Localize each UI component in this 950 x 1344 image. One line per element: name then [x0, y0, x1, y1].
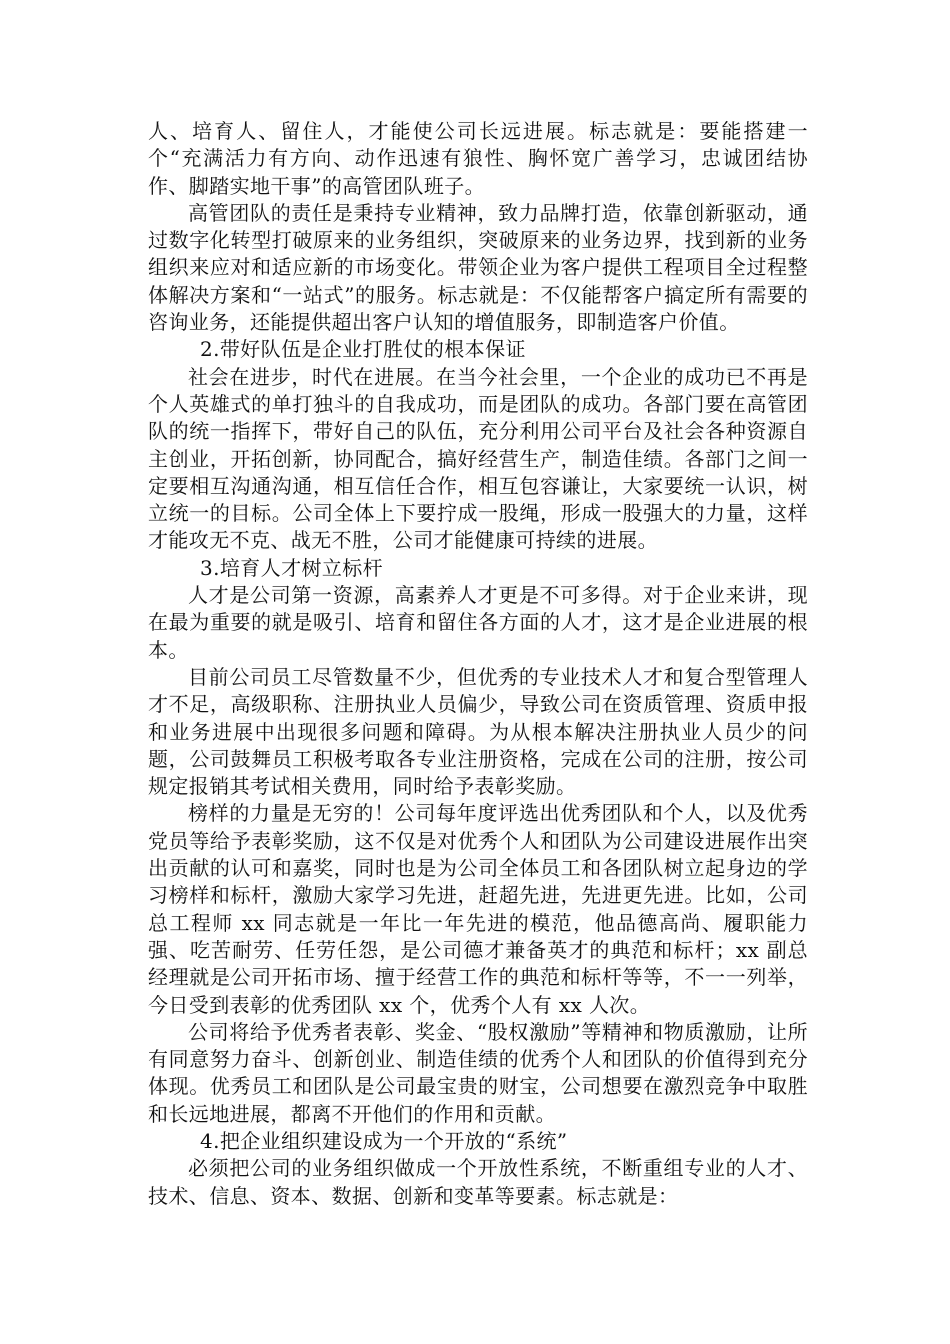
paragraph: 社会在进步，时代在进展。在当今社会里，一个企业的成功已不再是个人英雄式的单打独斗的自我成功，而是团队的成功。各部门要在高管团队的统一指挥下，带好自己的队伍，充分利用公司平台及社会各种资源自主创业，开拓创新，协同配合，搞好经营生产，制造佳绩。各部门之间一定要相互沟通沟通，相互信任合作，相互包容谦让，大家要统一认识，树立统一的目标。公司全体上下要拧成一股绳，形成一股强大的力量，这样才能攻无不克、战无不胜，公司才能健康可持续的进展。: [148, 364, 808, 553]
document-body: [148, 118, 808, 1210]
paragraph: 榜样的力量是无穷的！公司每年度评选出优秀团队和个人，以及优秀党员等给予表彰奖励，这不仅是对优秀个人和团队为公司建设进展作出突出贡献的认可和嘉奖，同时也是为公司全体员工和各团队树立起身边的学习榜样和标杆，激励大家学习先进，赶超先进，先进更先进。比如，公司总工程师 xx 同志就是一年比一年先进的模范，他品德高尚、履职能力强、吃苦耐劳、任劳任怨，是公司德才兼备英才的典范和标杆；xx 副总经理就是公司开拓市场、擅于经营工作的典范和标杆等等，不一一列举，今日受到表彰的优秀团队 xx 个，优秀个人有 xx 人次。: [148, 801, 808, 1017]
paragraph: 人才是公司第一资源，高素养人才更是不可多得。对于企业来讲，现在最为重要的就是吸引、培育和留住各方面的人才，这才是企业进展的根本。: [148, 583, 808, 662]
section-heading: 3.培育人才树立标杆: [200, 555, 384, 580]
section-heading: 2.带好队伍是企业打胜仗的根本保证: [200, 337, 526, 362]
section-heading: 4.把企业组织建设成为一个开放的“系统”: [200, 1128, 568, 1153]
paragraph: 高管团队的责任是秉持专业精神，致力品牌打造，依靠创新驱动，通过数字化转型打破原来的业务组织，突破原来的业务边界，找到新的业务组织来应对和适应新的市场变化。带领企业为客户提供工程项目全过程整体解决方案和“一站式”的服务。标志就是：不仅能帮客户搞定所有需要的咨询业务，还能提供超出客户认知的增值服务，即制造客户价值。: [148, 200, 808, 335]
paragraph: 目前公司员工尽管数量不少，但优秀的专业技术人才和复合型管理人才不足，高级职称、注册执业人员偏少，导致公司在资质管理、资质申报和业务进展中出现很多问题和障碍。为从根本解决注册执业人员少的问题，公司鼓舞员工积极考取各专业注册资格，完成在公司的注册，按公司规定报销其考试相关费用，同时给予表彰奖励。: [148, 664, 808, 799]
paragraph: 公司将给予优秀者表彰、奖金、“股权激励”等精神和物质激励，让所有同意努力奋斗、创新创业、制造佳绩的优秀个人和团队的价值得到充分体现。优秀员工和团队是公司最宝贵的财宝，公司想要在激烈竞争中取胜和长远地进展，都离不开他们的作用和贡献。: [148, 1019, 808, 1126]
paragraph: 必须把公司的业务组织做成一个开放性系统，不断重组专业的人才、技术、信息、资本、数据、创新和变革等要素。标志就是：: [148, 1156, 808, 1208]
paragraph: 人、培育人、留住人，才能使公司长远进展。标志就是：要能搭建一个“充满活力有方向、动作迅速有狼性、胸怀宽广善学习，忠诚团结协作、脚踏实地干事”的高管团队班子。: [148, 119, 808, 198]
